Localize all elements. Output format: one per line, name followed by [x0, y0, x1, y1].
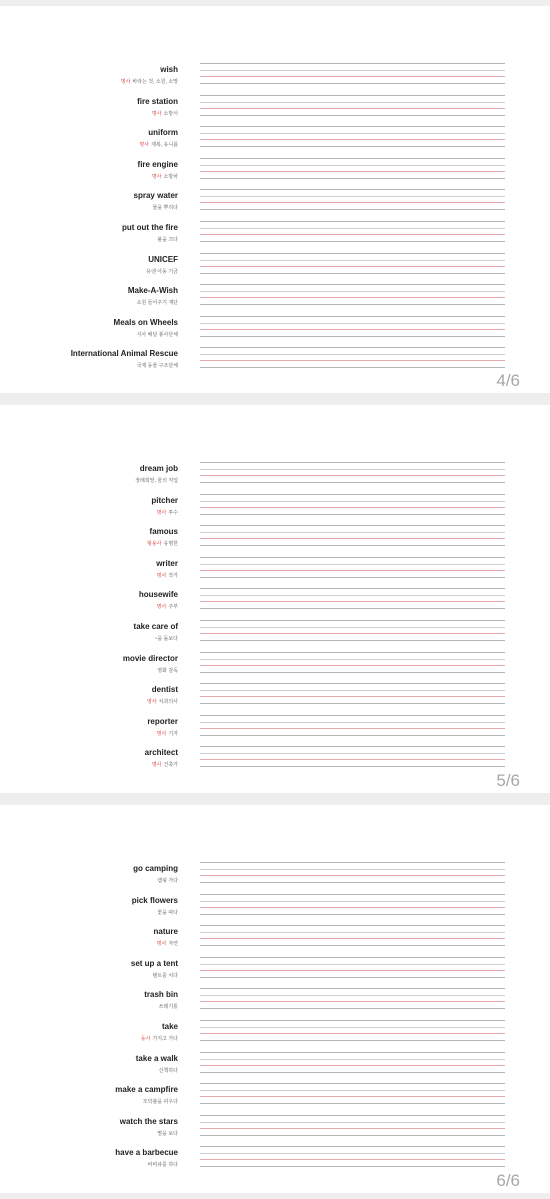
guide-line	[200, 260, 505, 261]
vocab-word: housewife	[138, 590, 178, 600]
meaning-text: 식사 배달 봉사단체	[136, 331, 178, 338]
guide-line	[200, 545, 505, 546]
guide-line	[200, 70, 505, 71]
part-of-speech: 동사	[140, 1035, 151, 1042]
guide-line	[200, 63, 505, 64]
vocab-entry	[0, 651, 550, 683]
guide-line	[200, 360, 505, 361]
guide-line	[200, 1159, 505, 1160]
vocab-entry	[0, 125, 550, 157]
guide-line	[200, 988, 505, 989]
vocab-entry	[0, 956, 550, 988]
vocab-entry	[0, 1019, 550, 1051]
guide-line	[200, 507, 505, 508]
guide-line	[200, 209, 505, 210]
vocab-word: take	[161, 1021, 178, 1031]
writing-lines	[200, 683, 505, 705]
part-of-speech: 명사	[151, 110, 162, 117]
guide-line	[200, 570, 505, 571]
guide-line	[200, 608, 505, 609]
vocab-meaning	[159, 1067, 178, 1074]
vocab-word: Make-A-Wish	[127, 286, 178, 296]
guide-line	[200, 234, 505, 235]
meaning-text: 텐트를 치다	[152, 972, 178, 979]
vocab-word: uniform	[148, 128, 178, 138]
vocab-list	[0, 461, 550, 777]
vocab-word: put out the fire	[122, 222, 178, 232]
part-of-speech: 명사	[156, 509, 167, 516]
writing-lines	[200, 525, 505, 547]
vocab-entry	[0, 1145, 550, 1177]
vocab-word: pitcher	[151, 495, 178, 505]
vocab-meaning	[148, 1161, 178, 1168]
writing-lines	[200, 347, 505, 369]
guide-line	[200, 1166, 505, 1167]
writing-lines	[200, 925, 505, 947]
guide-line	[200, 253, 505, 254]
writing-lines	[200, 126, 505, 148]
vocab-entry	[0, 987, 550, 1019]
vocab-entry	[0, 62, 550, 94]
meaning-text: 기자	[168, 730, 178, 737]
guide-line	[200, 304, 505, 305]
writing-lines	[200, 620, 505, 642]
guide-line	[200, 735, 505, 736]
part-of-speech: 명사	[156, 730, 167, 737]
vocab-entry	[0, 1051, 550, 1083]
vocab-entry	[0, 252, 550, 284]
vocab-meaning	[139, 141, 178, 148]
guide-line	[200, 932, 505, 933]
guide-line	[200, 715, 505, 716]
guide-line	[200, 601, 505, 602]
meaning-text: 투수	[168, 509, 178, 516]
vocab-meaning	[157, 730, 178, 737]
guide-line	[200, 945, 505, 946]
vocab-word: reporter	[147, 716, 178, 726]
vocab-meaning	[137, 331, 178, 338]
vocab-entry	[0, 924, 550, 956]
part-of-speech: 명사	[156, 604, 167, 611]
part-of-speech: 명사	[151, 762, 162, 769]
guide-line	[200, 336, 505, 337]
meaning-text: 물을 뿌리다	[152, 205, 178, 212]
guide-line	[200, 766, 505, 767]
vocab-meaning	[157, 909, 178, 916]
guide-line	[200, 475, 505, 476]
vocab-meaning	[147, 698, 178, 705]
writing-lines	[200, 316, 505, 338]
writing-lines	[200, 1115, 505, 1137]
guide-line	[200, 284, 505, 285]
guide-line	[200, 189, 505, 190]
guide-line	[200, 316, 505, 317]
vocab-word: watch the stars	[119, 1116, 178, 1126]
vocab-word: take care of	[133, 621, 178, 631]
guide-line	[200, 869, 505, 870]
meaning-text: 건축가	[163, 762, 178, 769]
guide-line	[200, 914, 505, 915]
guide-line	[200, 291, 505, 292]
vocab-word: set up a tent	[130, 958, 178, 968]
meaning-text: 꽃을 따다	[157, 909, 178, 916]
vocab-meaning	[157, 509, 178, 516]
vocab-meaning	[157, 877, 178, 884]
guide-line	[200, 690, 505, 691]
vocab-list	[0, 62, 550, 378]
writing-lines	[200, 494, 505, 516]
vocab-meaning	[143, 1098, 178, 1105]
vocab-meaning	[137, 299, 178, 306]
worksheet-page-6	[0, 805, 550, 1193]
guide-line	[200, 1122, 505, 1123]
guide-line	[200, 722, 505, 723]
vocab-entry	[0, 524, 550, 556]
guide-line	[200, 329, 505, 330]
guide-line	[200, 907, 505, 908]
vocab-entry	[0, 682, 550, 714]
meaning-text: 가지고 가다	[152, 1035, 178, 1042]
guide-line	[200, 323, 505, 324]
vocab-meaning	[147, 540, 178, 547]
meaning-text: 소원 들어주기 재단	[136, 300, 178, 307]
guide-line	[200, 202, 505, 203]
guide-line	[200, 241, 505, 242]
part-of-speech: 명사	[156, 572, 167, 579]
meaning-text: 별을 보다	[157, 1130, 178, 1137]
guide-line	[200, 347, 505, 348]
guide-line	[200, 482, 505, 483]
vocab-word: architect	[144, 748, 178, 758]
meaning-text: 주부	[168, 604, 178, 611]
page-number: 5/6	[496, 771, 520, 790]
part-of-speech: 명사	[147, 699, 157, 706]
vocab-word: fire engine	[137, 159, 178, 169]
vocab-word: famous	[149, 527, 178, 537]
vocab-word: spray water	[133, 191, 178, 201]
writing-lines	[200, 1146, 505, 1168]
guide-line	[200, 514, 505, 515]
writing-lines	[200, 557, 505, 579]
vocab-entry	[0, 315, 550, 347]
vocab-entry	[0, 461, 550, 493]
meaning-text: 소방차	[163, 173, 178, 180]
vocab-meaning	[152, 204, 178, 211]
vocab-entry	[0, 587, 550, 619]
meaning-text: 쓰레기통	[158, 1004, 178, 1011]
meaning-text: 치과의사	[158, 699, 178, 706]
guide-line	[200, 83, 505, 84]
vocab-meaning	[157, 1130, 178, 1137]
meaning-text: 작가	[168, 572, 178, 579]
guide-line	[200, 1065, 505, 1066]
guide-line	[200, 178, 505, 179]
vocab-meaning	[159, 1003, 178, 1010]
vocab-meaning	[157, 667, 178, 674]
guide-line	[200, 221, 505, 222]
vocab-word: dream job	[139, 464, 178, 473]
part-of-speech: 명사	[139, 142, 150, 149]
page-number: 6/6	[496, 1171, 520, 1190]
vocab-word: take a walk	[135, 1053, 178, 1063]
vocab-entry	[0, 861, 550, 893]
guide-line	[200, 139, 505, 140]
guide-line	[200, 354, 505, 355]
guide-line	[200, 297, 505, 298]
part-of-speech: 명사	[156, 941, 167, 948]
writing-lines	[200, 652, 505, 674]
vocab-word: trash bin	[144, 990, 178, 1000]
vocab-word: dentist	[151, 685, 178, 695]
guide-line	[200, 1072, 505, 1073]
writing-lines	[200, 158, 505, 180]
guide-line	[200, 1033, 505, 1034]
writing-lines	[200, 957, 505, 979]
guide-line	[200, 158, 505, 159]
guide-line	[200, 633, 505, 634]
guide-line	[200, 595, 505, 596]
vocab-entry	[0, 493, 550, 525]
vocab-meaning	[146, 268, 178, 275]
vocab-word: make a campfire	[115, 1085, 178, 1095]
vocab-meaning	[157, 940, 178, 947]
meaning-text: ~을 돌보다	[154, 635, 178, 642]
guide-line	[200, 759, 505, 760]
guide-line	[200, 1020, 505, 1021]
meaning-text: 국제 동물 구조단체	[136, 363, 178, 370]
guide-line	[200, 564, 505, 565]
guide-line	[200, 1001, 505, 1002]
vocab-entry	[0, 619, 550, 651]
vocab-meaning	[154, 635, 178, 642]
writing-lines	[200, 1020, 505, 1042]
guide-line	[200, 1090, 505, 1091]
vocab-word: fire station	[137, 96, 178, 106]
guide-line	[200, 146, 505, 147]
guide-line	[200, 672, 505, 673]
guide-line	[200, 133, 505, 134]
part-of-speech: 명사	[120, 79, 131, 85]
writing-lines	[200, 588, 505, 610]
guide-line	[200, 696, 505, 697]
vocab-meaning	[152, 173, 178, 180]
guide-line	[200, 659, 505, 660]
part-of-speech: 명사	[151, 173, 162, 180]
vocab-entry	[0, 220, 550, 252]
guide-line	[200, 862, 505, 863]
vocab-entry	[0, 1082, 550, 1114]
guide-line	[200, 171, 505, 172]
guide-line	[200, 964, 505, 965]
writing-lines	[200, 715, 505, 737]
guide-line	[200, 875, 505, 876]
guide-line	[200, 1027, 505, 1028]
worksheet-page-5	[0, 405, 550, 793]
guide-line	[200, 525, 505, 526]
meaning-text: 산책하다	[158, 1067, 178, 1074]
guide-line	[200, 683, 505, 684]
guide-line	[200, 1135, 505, 1136]
writing-lines	[200, 894, 505, 916]
guide-line	[200, 102, 505, 103]
vocab-meaning	[121, 78, 178, 85]
guide-line	[200, 1052, 505, 1053]
guide-line	[200, 703, 505, 704]
guide-line	[200, 462, 505, 463]
vocab-entry	[0, 1114, 550, 1146]
page-number: 4/6	[496, 371, 520, 390]
guide-line	[200, 901, 505, 902]
guide-line	[200, 728, 505, 729]
guide-line	[200, 557, 505, 558]
guide-line	[200, 882, 505, 883]
guide-line	[200, 165, 505, 166]
vocab-entry	[0, 893, 550, 925]
guide-line	[200, 1083, 505, 1084]
guide-line	[200, 367, 505, 368]
vocab-list	[0, 861, 550, 1177]
writing-lines	[200, 1083, 505, 1105]
vocab-meaning	[141, 1035, 178, 1042]
meaning-text: 소방서	[163, 110, 178, 117]
vocab-word: nature	[153, 927, 178, 937]
writing-lines	[200, 862, 505, 884]
part-of-speech: 형용사	[147, 541, 162, 548]
meaning-text: 바비큐를 하다	[147, 1162, 178, 1169]
guide-line	[200, 957, 505, 958]
guide-line	[200, 273, 505, 274]
vocab-meaning	[157, 603, 178, 610]
guide-line	[200, 501, 505, 502]
guide-line	[200, 894, 505, 895]
guide-line	[200, 746, 505, 747]
guide-line	[200, 1153, 505, 1154]
vocab-entry	[0, 745, 550, 777]
vocab-word: wish	[160, 65, 178, 74]
vocab-word: International Animal Rescue	[70, 349, 178, 359]
guide-line	[200, 266, 505, 267]
vocab-word: UNICEF	[148, 254, 178, 264]
guide-line	[200, 196, 505, 197]
guide-line	[200, 627, 505, 628]
guide-line	[200, 1008, 505, 1009]
guide-line	[200, 228, 505, 229]
guide-line	[200, 995, 505, 996]
guide-line	[200, 76, 505, 77]
guide-line	[200, 532, 505, 533]
vocab-meaning	[152, 761, 178, 768]
vocab-meaning	[137, 362, 178, 369]
vocab-entry	[0, 556, 550, 588]
vocab-word: have a barbecue	[115, 1148, 178, 1158]
guide-line	[200, 108, 505, 109]
vocab-word: writer	[156, 558, 178, 568]
meaning-text: 제복, 유니폼	[151, 142, 178, 149]
guide-line	[200, 652, 505, 653]
writing-lines	[200, 1052, 505, 1074]
vocab-entry	[0, 157, 550, 189]
guide-line	[200, 494, 505, 495]
guide-line	[200, 126, 505, 127]
guide-line	[200, 977, 505, 978]
guide-line	[200, 577, 505, 578]
vocab-entry	[0, 94, 550, 126]
vocab-word: movie director	[122, 653, 178, 663]
writing-lines	[200, 95, 505, 117]
writing-lines	[200, 988, 505, 1010]
meaning-text: 유엔 아동 기금	[146, 268, 178, 275]
vocab-meaning	[157, 572, 178, 579]
guide-line	[200, 1115, 505, 1116]
meaning-text: 캠핑 가다	[157, 878, 178, 884]
writing-lines	[200, 462, 505, 484]
guide-line	[200, 1096, 505, 1097]
writing-lines	[200, 746, 505, 768]
vocab-entry	[0, 283, 550, 315]
writing-lines	[200, 189, 505, 211]
guide-line	[200, 1040, 505, 1041]
worksheet-page-4	[0, 6, 550, 393]
guide-line	[200, 938, 505, 939]
guide-line	[200, 588, 505, 589]
vocab-word: Meals on Wheels	[113, 317, 178, 327]
guide-line	[200, 1059, 505, 1060]
guide-line	[200, 970, 505, 971]
guide-line	[200, 640, 505, 641]
vocab-entry	[0, 346, 550, 378]
guide-line	[200, 925, 505, 926]
guide-line	[200, 95, 505, 96]
meaning-text: 바라는 것, 소원, 소망	[132, 79, 178, 85]
guide-line	[200, 665, 505, 666]
guide-line	[200, 753, 505, 754]
vocab-word: go camping	[133, 864, 178, 873]
meaning-text: 영화 감독	[157, 667, 178, 674]
guide-line	[200, 115, 505, 116]
vocab-meaning	[152, 110, 178, 117]
guide-line	[200, 1146, 505, 1147]
guide-line	[200, 469, 505, 470]
vocab-entry	[0, 188, 550, 220]
vocab-meaning	[135, 477, 178, 484]
writing-lines	[200, 253, 505, 275]
writing-lines	[200, 63, 505, 85]
guide-line	[200, 1103, 505, 1104]
writing-lines	[200, 284, 505, 306]
meaning-text: 유명한	[163, 541, 178, 548]
guide-line	[200, 1128, 505, 1129]
meaning-text: 자연	[168, 941, 178, 948]
meaning-text: 모닥불을 피우다	[142, 1099, 178, 1106]
guide-line	[200, 620, 505, 621]
meaning-text: 불을 끄다	[157, 236, 178, 243]
guide-line	[200, 538, 505, 539]
writing-lines	[200, 221, 505, 243]
vocab-word: pick flowers	[131, 895, 178, 905]
vocab-meaning	[152, 972, 178, 979]
vocab-entry	[0, 714, 550, 746]
meaning-text: 장래희망, 꿈의 직업	[135, 478, 178, 484]
vocab-meaning	[157, 236, 178, 243]
